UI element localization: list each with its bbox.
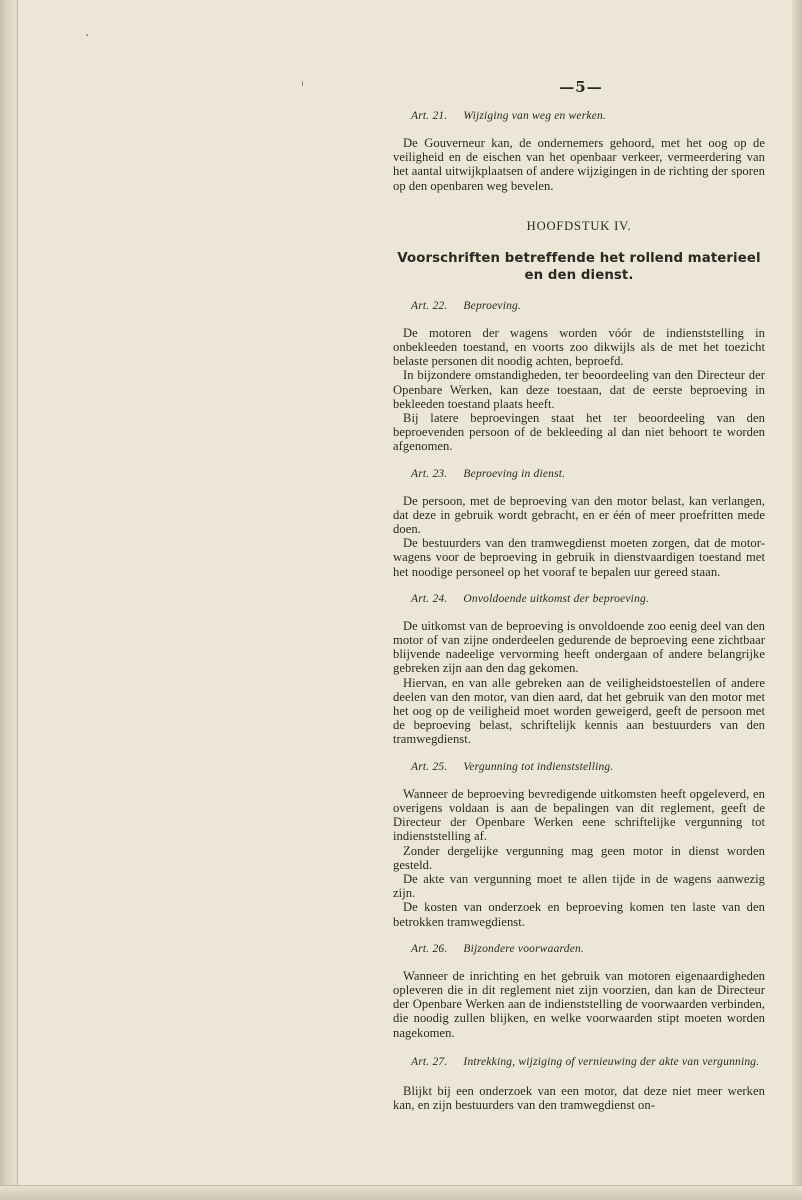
paragraph: De Gouverneur kan, de ondernemers gehoord, met het oog op de veiligheid en de eischen van het openbaar verkeer, vermeerdering van het aantal uitwijkplaatsen of andere wijzigingen in de richting der sporen op den openbaren weg bevelen.	[393, 136, 765, 193]
text-column	[393, 78, 765, 1126]
paragraph: Bij latere beproevingen staat het ter beoordeeling van den beproevenden persoon of de bekleeding al dan niet behoort te worden afgenomen.	[393, 411, 765, 454]
article-title: Wijziging van weg en werken.	[463, 110, 607, 122]
article-24-heading	[411, 593, 765, 605]
article-23-body	[393, 494, 765, 579]
article-21-body	[393, 136, 765, 193]
article-title: Onvoldoende uitkomst der beproeving.	[463, 592, 650, 605]
page-fold-line	[17, 0, 18, 1200]
article-number: Art. 23.	[411, 467, 448, 480]
paragraph: De persoon, met de beproeving van den motor belast, kan verlangen, dat deze in gebruik wordt gebracht, en er één of meer proefritten mede doen.	[393, 493, 765, 537]
chapter-heading: HOOFDSTUK IV.	[526, 218, 632, 233]
page-edge-bottom	[0, 1186, 802, 1200]
article-26-body	[393, 969, 765, 1040]
article-21-heading	[411, 110, 765, 122]
paragraph: De motoren der wagens worden vóór de indienststelling in onbekleeden toestand, en voorts zoo dikwijls als de met het toezicht belaste personen dit noodig achten, beproefd.	[393, 325, 765, 369]
paragraph: Wanneer de inrichting en het gebruik van motoren eigenaardigheden opleveren die in dit reglement niet zijn voorzien, dan kan de Directeur der Openbare Werken aan de indienststelling de voorwaarden verbinden, die noodig zullen blijken, en welke voorwaarden stipt moeten worden nagekomen.	[393, 968, 765, 1040]
article-number: Art. 24.	[411, 592, 448, 605]
article-23-heading	[411, 468, 765, 480]
paper-speck	[302, 81, 303, 86]
paragraph: De kosten van onderzoek en beproeving komen ten laste van den betrokken tramwegdienst.	[393, 900, 765, 929]
paragraph: De bestuurders van den tramwegdienst moeten zorgen, dat de motor-wagens voor de beproeving in gebruik in dienstvaardigen toestand met het noodige personeel op het vooraf te bepalen uur gereed staan.	[393, 536, 765, 579]
article-title: Beproeving.	[463, 299, 522, 312]
article-number: Art. 26.	[411, 942, 448, 955]
page-edge-right	[792, 0, 802, 1200]
chapter-title-line: Voorschriften betreffende het rollend materieel	[397, 250, 761, 266]
paragraph: Wanneer de beproeving bevredigende uitkomsten heeft opgeleverd, en overigens voldaan is aan de bepalingen van dit reglement, geeft de Directeur der Openbare Werken eene schriftelijke vergunning tot indienststelling af.	[393, 786, 765, 844]
paragraph: Hiervan, en van alle gebreken aan de veiligheidstoestellen of andere deelen van den motor, van dien aard, dat het gebruik van den motor met het oog op de veiligheid moet worden geweigerd, geeft de persoon met de beproeving belast, schriftelijk kennis aan bestuurders van den tramwegdienst.	[393, 675, 765, 747]
article-number: Art. 22.	[411, 299, 448, 312]
paragraph: De akte van vergunning moet te allen tijde in de wagens aanwezig zijn.	[393, 871, 765, 901]
paragraph: In bijzondere omstandigheden, ter beoordeeling van den Directeur der Openbare Werken, kan deze toestaan, dat de eerste beproeving in bekleeden toestand plaats heeft.	[393, 368, 765, 411]
article-22-heading	[411, 300, 765, 312]
article-number: Art. 21.	[411, 110, 448, 122]
page-number: —5—	[559, 78, 603, 96]
chapter-title	[393, 250, 765, 284]
article-title: Bijzondere voorwaarden.	[463, 942, 585, 955]
chapter-title-line: en den dienst.	[524, 267, 634, 283]
paper-speck	[86, 34, 88, 36]
paragraph: De uitkomst van de beproeving is onvoldoende zoo eenig deel van den motor of van zijne onderdeelen gedurende de beproeving eene zichtbaar blijvende nadeelige vervorming heeft ondergaan of andere belangrijke gebreken zijn aan den dag gekomen.	[393, 618, 765, 676]
page-edge-left	[0, 0, 18, 1200]
article-24-body	[393, 619, 765, 747]
article-number: Art. 27.	[411, 1055, 448, 1068]
paragraph: Zonder dergelijke vergunning mag geen motor in dienst worden gesteld.	[393, 843, 765, 872]
article-27-body	[393, 1084, 765, 1112]
article-26-heading	[411, 943, 765, 955]
article-22-body	[393, 326, 765, 454]
paragraph: Blijkt bij een onderzoek van een motor, dat deze niet meer werken kan, en zijn bestuurders van den tramwegdienst on-	[393, 1083, 765, 1112]
article-number: Art. 25.	[411, 760, 448, 773]
article-27-heading	[393, 1054, 765, 1070]
article-25-body	[393, 787, 765, 929]
article-title: Beproeving in dienst.	[463, 467, 566, 480]
article-title: Vergunning tot indienststelling.	[463, 760, 614, 773]
article-title: Intrekking, wijziging of vernieuwing der akte van vergunning.	[463, 1055, 760, 1068]
article-25-heading	[411, 761, 765, 773]
